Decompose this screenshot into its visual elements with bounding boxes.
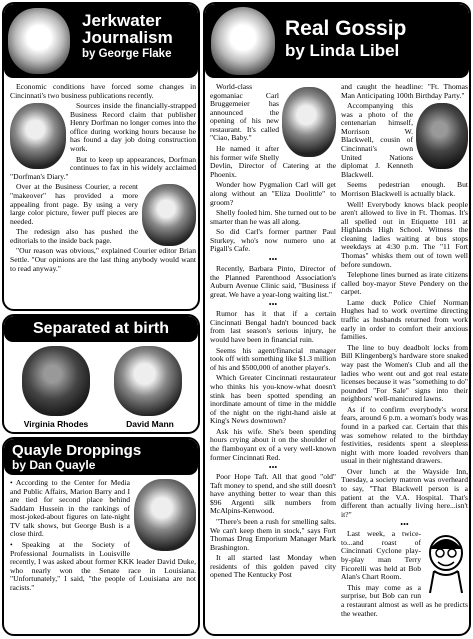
quayle-header	[4, 439, 198, 475]
gossip-c1-p15: It all started last Monday when residents of this golden paved city opened The Kentucky Post	[210, 553, 336, 580]
jerkwater-title-line1: Jerkwater	[82, 11, 162, 30]
blackwell-photo-icon	[416, 103, 468, 169]
quayle-body	[10, 479, 196, 633]
gossip-c1-p3: Shelly fooled him. She turned out to be smarter than he was all along.	[210, 208, 336, 226]
gossip-c1-p2: Wonder how Pygmalion Carl will get along without an "Eliza Doolittle" to groom?	[210, 180, 336, 207]
gossip-c2-p5: Lame duck Police Chief Norman Hughes had to work overtime directing traffic as husbands returned from work early in order to comfort their anxious families.	[341, 297, 468, 342]
mann-photo-icon	[114, 346, 182, 416]
gossip-c2-p1: Accompanying this was a photo of the centenarian himself, Morrison W. Blackwell, cousin of Cincinnati's own United Nations diplomat J. Kenneth Blackwell.	[341, 101, 413, 179]
gossip-c1-p6: Recently, Barbara Pinto, Director of the Planned Parenthood Association's Auburn Avenue Clinic said, "Business if great. We have a year-long waiting list."	[210, 263, 336, 299]
quayle-column	[2, 437, 200, 636]
gossip-column-2	[341, 83, 468, 633]
gossip-title-line1: Real Gossip	[285, 17, 407, 40]
gossip-c1-p11: Ask his wife. She's been spending hours crying about it on the shoulder of the flamboyant ex of a very well-known former Cincinnati Red.	[210, 426, 336, 462]
gossip-title-line2: by Linda Libel	[285, 41, 400, 60]
section-separator: •••	[400, 520, 409, 530]
gossip-c2-p4: Telephone lines burned as irate citizens called boy-mayor Steve Pendery on the carpet.	[341, 270, 468, 297]
gossip-c1-p0: World-class egomaniac Carl Bruggemeier has announced the opening of his new restaurant. It's called "Ciao, Baby."	[210, 83, 279, 143]
jerkwater-p3: But to keep up appearances, Dorfman continues to fax in his widely acclaimed "Dorfman's Diary."	[10, 154, 196, 181]
separated-title: Separated at birth	[32, 320, 170, 337]
section-separator: •••	[268, 300, 278, 310]
gossip-c2-p8: Over lunch at the Wayside Inn, Tuesday, a society matron was overheard to say, "That Blackwell person is a patient at the V.A. Hospital. That's different than actually living here...isn't it?"	[341, 466, 468, 519]
rhodes-photo-icon	[22, 346, 90, 416]
gossip-column	[203, 2, 471, 636]
jerkwater-p1: Economic conditions have forced some changes in Cincinnati's two business publications recently.	[10, 83, 196, 100]
jerkwater-header	[4, 4, 198, 78]
settle-photo-icon	[142, 184, 196, 246]
libel-caricature-icon	[211, 7, 275, 75]
gossip-column-1	[210, 83, 336, 633]
quayle-p1: • According to the Center for Media and Public Affairs, Marion Barry and I are tied for second place behind Saddam Hussein in the rankings of most-joked-about figures on late-night TV talk shows, but George Bush is a close third.	[10, 479, 130, 539]
gossip-c2-p10: Last week, a twice-to...and roast of Cincinnati Cyclone play-by-play man Terry Ficorelli was held at Bob Alan's Chart Room.	[341, 529, 421, 582]
rhodes-caption: Virginia Rhodes	[23, 419, 89, 429]
jerkwater-p5: The redesign also has pushed the editorials to the inside back page.	[10, 227, 138, 245]
gossip-c2-p6: The line to buy deadbolt locks from Bill Klingenberg's hardware store snaked way past the Women's Club and all the ladies who went out and got real estate licenses because it was "something to do" pounded "For Sale" signs into their neighbors' well-manicured lawns.	[341, 342, 468, 404]
dorfman-photo-icon	[10, 103, 66, 169]
gossip-c1-p1: He named it after his former wife Shelly Devlin, Director of Catering at the Phoenix.	[210, 144, 336, 179]
jerkwater-title-line2: Journalism	[82, 28, 173, 47]
section-separator: •••	[268, 254, 278, 264]
jerkwater-p4: Over at the Business Courier, a recent "makeover" has provided a more appealing front page. By using a very large color picture, fewer puff pieces are needed.	[10, 182, 138, 226]
separated-header	[4, 316, 198, 342]
gossip-c1-p9: Seems his agent/financial manager took off with something like $1.3 million of his and $500,000 of another player's.	[210, 345, 336, 372]
jerkwater-p2: Sources inside the financially-strapped Business Record claim that publisher Henry Dorfman no longer comes into the office during working hours because he has found a day job doing construction work.	[70, 101, 196, 154]
gossip-c1-p8: Rumor has it that if a certain Cincinnati Bengal hadn't bounced back from last season's serious injury, he would have been in financial ruin.	[210, 309, 336, 345]
jerkwater-body	[10, 83, 196, 309]
bruggemeier-photo-icon	[282, 87, 336, 157]
separated-at-birth	[2, 314, 200, 434]
gossip-header	[205, 4, 469, 78]
flake-portrait-icon	[8, 8, 70, 74]
jerkwater-byline: by George Flake	[82, 48, 172, 60]
gossip-c1-p10: Which Greater Cincinnati restaurateur who thinks his you-know-what doesn't stink has been spotted spending an inordinate amount of time in the middle of the night on the right-hand aisle at King's News downtown?	[210, 373, 336, 426]
quayle-p2: • Speaking at the Society of Professional Journalists in Louisville recently, I was asked about former KKK leader David Duke, who nearly won the Senate race in Louisiana. "Unfortunately," I said, "the people of Louisiana are not racists."	[10, 540, 196, 592]
jerkwater-p6: "Our reason was obvious," explained Courier editor Brian Settle. "Our opinions are the last thing anybody would want to read anyway."	[10, 246, 196, 273]
gossip-c2-p11: This may come as a surprise, but Bob can run a restaurant almost as well as he predicts the weather.	[341, 582, 468, 618]
gossip-c2-p2: Seems pedestrian enough. But Morrison Blackwell is actually black.	[341, 180, 468, 198]
gossip-c2-p7: As if to confirm everybody's worst fears, around 6 p.m. a woman's body was found in a parked car. Certain that this was somehow related to the birthday festivities, residents spent a sleepless night with more loaded revolvers than usual in their nightstand drawers.	[341, 404, 468, 466]
section-separator: •••	[268, 463, 278, 473]
jerkwater-column	[2, 2, 200, 311]
gossip-c1-p13: Poor Hope Taft. All that good "old" Taft money to spend, and she still doesn't have anything better to wear than this $96 Argenti silk numbers from McAlpins-Kenwood.	[210, 472, 336, 516]
gossip-c2-p3: Well! Everybody knows black people aren't allowed to live in Ft. Thomas. It's all spelled out in Etiquette 101 at Highlands High School. Witness the cleaning ladies waiting at bus stops weekdays at 4:30 p.m. The "11 Fort Thomas" whisks them out of town well before sundown.	[341, 199, 468, 269]
quayle-photo-icon	[134, 479, 196, 551]
mann-caption: David Mann	[126, 419, 174, 429]
gossip-c1-p4: So did Carl's former partner Paul Sturkey, who's now numero uno at Pigall's Cafe.	[210, 227, 336, 254]
quayle-title-line1: Quayle Droppings	[12, 442, 142, 459]
gossip-c1-p14: "There's been a rush for smelling salts. We can't keep them in stock," says Fort Thomas Drug Emporium Manager Mark Brashington.	[210, 517, 336, 552]
gossip-c2-p0: and caught the headline: "Ft. Thomas Man Anticipating 100th Birthday Party."	[341, 83, 468, 100]
quayle-title-line2: by Dan Quayle	[12, 458, 96, 472]
ficorelli-caricature-icon	[424, 531, 468, 595]
